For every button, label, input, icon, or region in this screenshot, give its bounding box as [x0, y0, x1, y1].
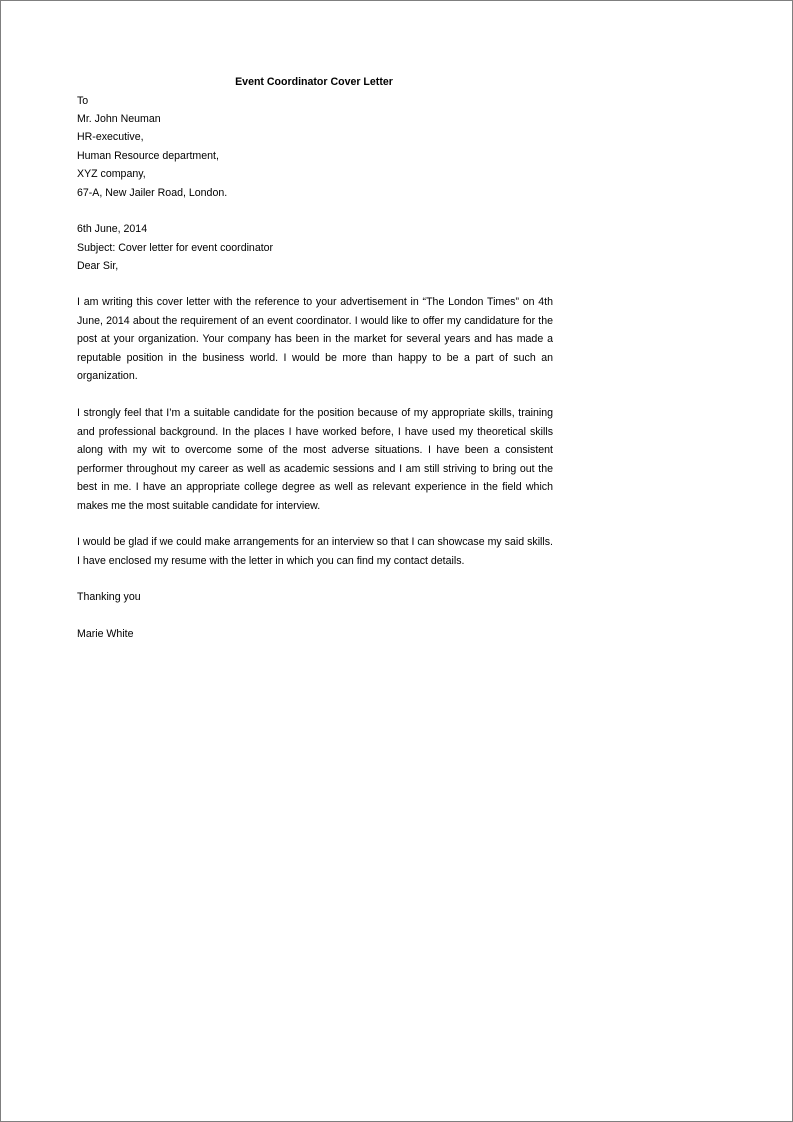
- recipient-name: Mr. John Neuman: [77, 113, 161, 125]
- body-paragraph-2: I strongly feel that I’m a suitable candidate for the position because of my appropriate skills, training and professional background. In the places I have worked before, I have used my theoretical skills along with my wit to overcome some of the most adverse situations. I have been a consistent performer throughout my career as well as academic sessions and I am still striving to bring out the best in me. I have an appropriate college degree as well as relevant experience in the field which makes me the most suitable candidate for interview.: [77, 407, 553, 512]
- letter-date: 6th June, 2014: [77, 223, 148, 235]
- recipient-address: 67-A, New Jailer Road, London.: [77, 187, 228, 199]
- letter-salutation: Dear Sir,: [77, 260, 119, 272]
- letter-closing: Thanking you: [77, 591, 141, 603]
- letter-title: Event Coordinator Cover Letter: [235, 76, 393, 88]
- letter-subject: Subject: Cover letter for event coordinator: [77, 242, 274, 254]
- letter-signature: Marie White: [77, 628, 134, 640]
- recipient-position: HR-executive,: [77, 131, 144, 143]
- body-paragraph-3: I would be glad if we could make arrangements for an interview so that I can showcase my said skills. I have enclosed my resume with the letter in which you can find my contact details.: [77, 536, 553, 567]
- recipient-department: Human Resource department,: [77, 150, 219, 162]
- recipient-company: XYZ company,: [77, 168, 146, 180]
- body-paragraph-1: I am writing this cover letter with the reference to your advertisement in “The London Times” on 4th June, 2014 about the requirement of an event coordinator. I would like to offer my candidature for the post at your organization. Your company has been in the market for several years and has made a reputable position in the business world. I would be more than happy to be a part of such an organization.: [77, 296, 553, 382]
- recipient-to: To: [77, 95, 89, 107]
